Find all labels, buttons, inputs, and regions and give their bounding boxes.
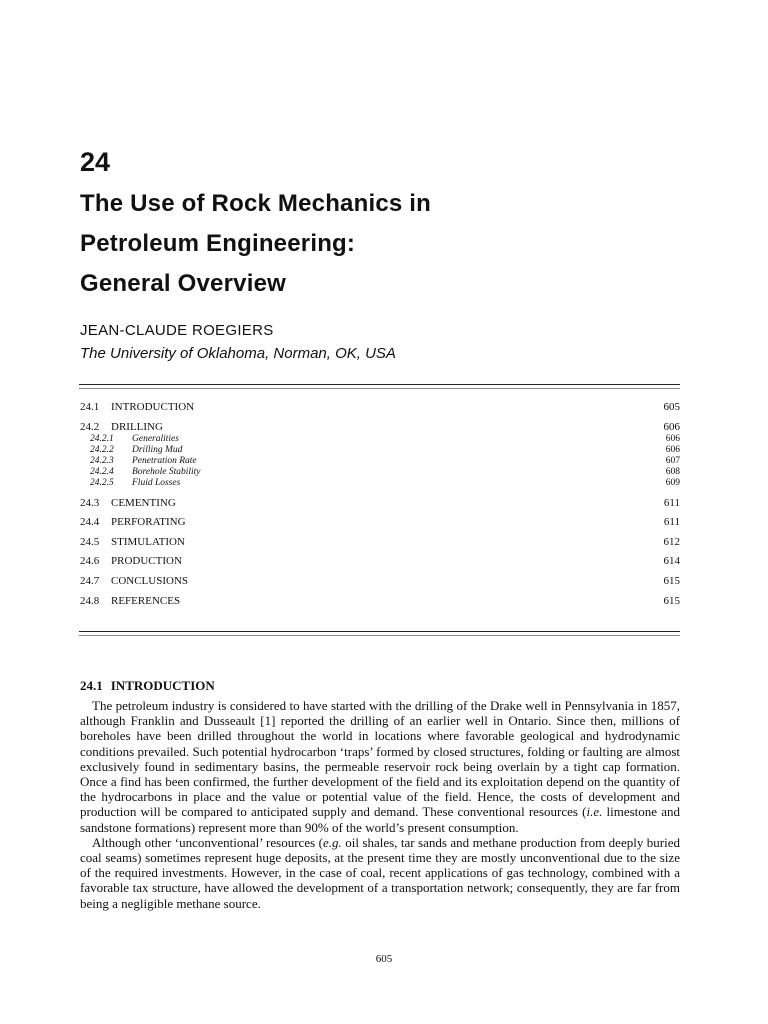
chapter-title-line: Petroleum Engineering: xyxy=(80,230,356,257)
toc-subentry-label: Drilling Mud xyxy=(132,444,183,455)
toc-entry-label: CONCLUSIONS xyxy=(111,574,189,587)
author-affiliation: The University of Oklahoma, Norman, OK, USA xyxy=(80,345,396,362)
toc-entry xyxy=(80,554,680,568)
toc-entry-page: 612 xyxy=(663,535,680,548)
toc-entry-number: 24.7 xyxy=(80,574,100,587)
table-of-contents xyxy=(80,400,680,613)
toc-entry xyxy=(80,400,680,414)
toc-top-rule-thin xyxy=(79,388,680,389)
toc-entry-page: 615 xyxy=(663,594,680,607)
toc-entry-label: REFERENCES xyxy=(111,594,181,607)
chapter-title xyxy=(80,184,431,304)
toc-entry xyxy=(80,420,680,434)
toc-entry-number: 24.4 xyxy=(80,516,100,529)
section-number: 24.1 xyxy=(80,678,103,693)
toc-entry xyxy=(80,574,680,588)
toc-subentry-label: Generalities xyxy=(132,433,179,444)
toc-bottom-rule-thin xyxy=(79,635,680,636)
toc-entry xyxy=(80,535,680,549)
toc-entry-page: 605 xyxy=(663,401,680,413)
toc-entry-label: CEMENTING xyxy=(111,496,176,509)
toc-entry-number: 24.2 xyxy=(80,420,100,433)
toc-subentry-page: 608 xyxy=(665,466,680,477)
toc-subentry xyxy=(80,434,680,445)
body-text xyxy=(80,698,680,911)
toc-entry-number: 24.6 xyxy=(80,555,100,568)
toc-entry-number: 24.8 xyxy=(80,594,100,607)
toc-subentry xyxy=(80,445,680,456)
toc-top-rule xyxy=(79,384,680,385)
paragraph xyxy=(80,835,680,911)
page-number: 605 xyxy=(375,953,393,965)
toc-entry-label: PERFORATING xyxy=(111,516,186,529)
toc-subentry-page: 606 xyxy=(665,444,680,455)
toc-subentry xyxy=(80,478,680,489)
toc-entry-page: 606 xyxy=(663,420,680,433)
toc-subentry xyxy=(80,467,680,478)
italic-text: i.e. xyxy=(586,804,603,820)
toc-entry-number: 24.1 xyxy=(80,401,100,413)
toc-subentry xyxy=(80,456,680,467)
toc-entry-number: 24.5 xyxy=(80,535,100,548)
chapter-title-line: General Overview xyxy=(80,270,286,297)
toc-entry-page: 611 xyxy=(663,496,680,509)
toc-entry xyxy=(80,496,680,510)
toc-entry-page: 611 xyxy=(663,516,680,529)
paragraph xyxy=(80,698,680,835)
toc-subentry-page: 607 xyxy=(665,455,680,466)
text-run: Although other ‘unconventional’ resources ( xyxy=(92,834,323,850)
toc-subentry-number: 24.2.5 xyxy=(90,477,114,488)
toc-subentry-number: 24.2.3 xyxy=(90,455,114,466)
section-title: INTRODUCTION xyxy=(110,678,215,693)
section-heading xyxy=(80,678,215,694)
chapter-title-line: The Use of Rock Mechanics in xyxy=(80,190,432,217)
toc-entry-label: DRILLING xyxy=(111,420,163,433)
italic-text: e.g. xyxy=(322,834,342,850)
toc-subentry-page: 609 xyxy=(665,477,680,488)
toc-entry xyxy=(80,594,680,608)
toc-entry-number: 24.3 xyxy=(80,496,100,509)
author-name: JEAN-CLAUDE ROEGIERS xyxy=(80,322,274,339)
toc-subentry-label: Penetration Rate xyxy=(132,455,197,466)
text-run: limestone and sandstone formations) represent more than 90% of the world’s present consumption. xyxy=(80,804,680,835)
toc-subentry-number: 24.2.1 xyxy=(90,433,114,444)
toc-subentry-label: Borehole Stability xyxy=(132,466,201,477)
toc-subentry-label: Fluid Losses xyxy=(132,477,181,488)
toc-entry-label: PRODUCTION xyxy=(111,555,182,568)
toc-entry-page: 614 xyxy=(663,555,680,568)
toc-entry-label: STIMULATION xyxy=(111,535,185,548)
chapter-number: 24 xyxy=(80,147,111,177)
toc-subentry-number: 24.2.2 xyxy=(90,444,114,455)
toc-bottom-rule xyxy=(79,631,680,632)
toc-subentry-number: 24.2.4 xyxy=(90,466,114,477)
toc-subentry-page: 606 xyxy=(665,433,680,444)
toc-entry-page: 615 xyxy=(663,574,680,587)
toc-entry xyxy=(80,515,680,529)
text-run: oil shales, tar sands and methane production from deeply buried coal seams) sometimes represent huge deposits, at the present time they are mostly unconventional due to the size of the required investments. However, in the case of coal, recent applications of gas technology, combined with a favorable tax structure, have allowed the development of a transportation network; consequently, they are far from being a negligible methane source. xyxy=(80,834,681,911)
toc-entry-label: INTRODUCTION xyxy=(111,401,195,413)
text-run: The petroleum industry is considered to have started with the drilling of the Drake well in Pennsylvania in 1857, although Franklin and Dusseault [1] reported the drilling of an earlier well in Ontario. Since then, millions of boreholes have been drilled throughout the world in locations where favorable geological and hydrodynamic conditions prevailed. Such potential hydrocarbon ‘traps’ formed by closed structures, folding or faulting are almost exclusively found in sedimentary basins, the permeable reservoir rock being overlain by a tight cap formation. Once a find has been confirmed, the further development of the field and its exploitation depend on the quantity of the hydrocarbons in place and the value or potential value of the field. Hence, the costs of development and production will be compared to anticipated supply and demand. These conventional resources ( xyxy=(80,698,680,820)
